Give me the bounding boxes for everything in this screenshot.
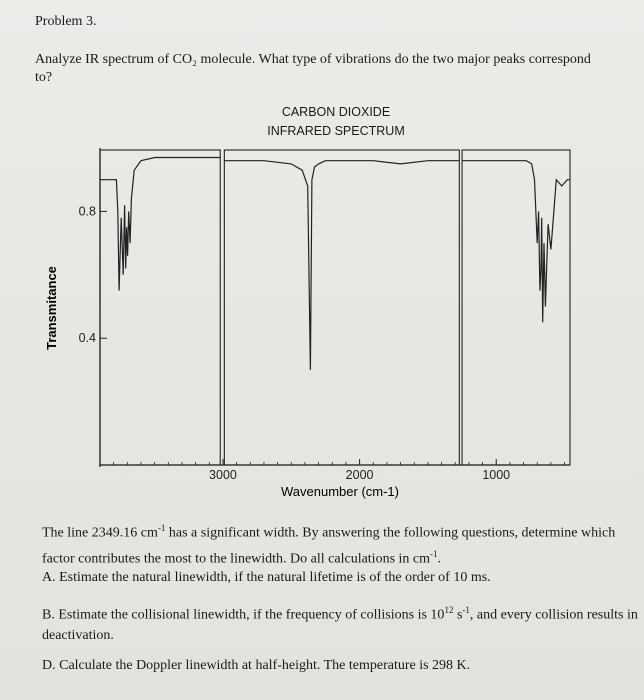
panel-border-2 [224, 150, 459, 465]
question-b-sup-1: 12 [444, 605, 454, 615]
y-tick-label-1: 0.4 [78, 331, 96, 346]
x-tick-label-1: 2000 [345, 468, 374, 482]
panel-border-1 [100, 150, 220, 465]
problem-intro: Analyze IR spectrum of CO₂ molecule. What type of vibrations do the two major peaks correspond to? [35, 52, 591, 85]
x-tick-label-2: 1000 [482, 468, 511, 482]
x-axis [114, 459, 565, 482]
problem-title: Problem 3. [35, 14, 97, 29]
question-a: A. Estimate the natural linewidth, if the natural lifetime is of the order of 10 ms. [42, 570, 491, 585]
x-axis-label: Wavenumber (cm-1) [281, 484, 399, 499]
desc-text-3: . [437, 551, 442, 567]
spectrum-line-2 [224, 161, 459, 370]
y-axis [79, 204, 107, 345]
y-axis-label: Transmitance [44, 266, 59, 350]
chart-title-line-2: INFRARED SPECTRUM [267, 124, 405, 138]
x-tick-label-0: 3000 [209, 468, 237, 482]
desc-text-1: The line 2349.16 cm [42, 525, 158, 541]
spectrum-line-1 [100, 158, 220, 291]
question-d: D. Calculate the Doppler linewidth at half-height. The temperature is 298 K. [42, 658, 471, 673]
spectrum-line-3 [462, 161, 570, 323]
question-b [42, 600, 642, 646]
chart-title-line-1: CARBON DIOXIDE [281, 105, 391, 119]
desc-sup-1: -1 [157, 523, 166, 533]
y-tick-label-0: 0.8 [78, 204, 96, 219]
desc-sup-2: -1 [430, 548, 438, 559]
question-description [42, 518, 617, 569]
plot-frame [100, 148, 570, 467]
desc-text-2: has a significant width. By answering the following questions, determine which factor contributes the most to the linewidth. Do all calculations in cm [42, 525, 616, 567]
question-b-text-3: , and every collision results in deactivation. [42, 607, 638, 643]
question-b-text-2: s [453, 607, 463, 623]
panel-border-3 [462, 150, 570, 465]
question-b-text-1: B. Estimate the collisional linewidth, if the frequency of collisions is 10 [42, 607, 445, 623]
spectrum-panels [100, 150, 570, 465]
question-b-sup-2: -1 [462, 605, 470, 615]
